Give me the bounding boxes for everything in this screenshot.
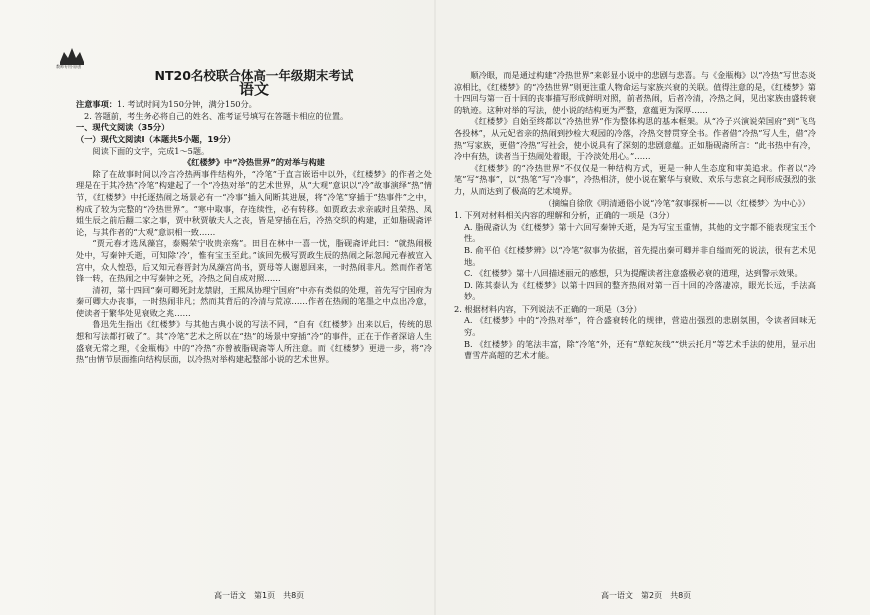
article-paragraph: 顺冷眼，而是通过构建“冷热世界”来彰显小说中的悲剧与悲喜。与《金瓶梅》以“冷热”写世态炎凉相比，《红楼梦》的“冷热世界”则更注重人物命运与家族兴衰的关联。值得注意的是，《红楼梦》第十四回与第一百十回的丧事描写形成鲜明对照，前者热闹，后者冷清，冷热之间，见出家族由盛转衰的轨迹。这种对举的写法，使小说的结构更为严整，意蕴更为深厚……	[454, 70, 816, 115]
question-stem: 2. 根据材料内容，下列说法不正确的一项是（3分）	[454, 303, 642, 314]
page-footer-right: 高一语文 第2页 共8页	[601, 591, 692, 600]
question-option: A. 脂砚斋认为《红楼梦》第十六回写秦钟夭逝，是为写宝玉重情，其他的文字都不能表现宝玉个性。	[464, 221, 816, 244]
section-title: 一、现代文阅读（35分）	[76, 122, 170, 133]
right-column	[454, 70, 816, 362]
exam-title: NT20名校联合体高一年级期末考试	[154, 68, 354, 83]
article-paragraph: 除了在故事时间以冷言冷热两事件结构外，“冷笔”于直言嵌语中以外，《红楼梦》的作者之处理是在于其冷热“冷笔”构建起了一个“冷热对举”的艺术世界，从“大观”意识以“冷”故事演绎“热”情节，《红楼梦》中托逐热闹之场景必有一“冷事”插入间断其进展，将“冷笔”穿插于“热事件”之中，构成了较为完整的“冷热世界”。“寒中取事，存连续性，必有转移。如贾政去求亲戚时且荣热、凤姐生辰之前后翻二家之事，贾中秋贾敏夫人之丧，皆是穿插在后，冷热交织的构建，正如脂砚斋评论，与其作者的“大观”意识相一致……	[76, 168, 432, 237]
question-option: B. 《红楼梦》的笔法丰富，除“冷笔”外，还有“草蛇灰线”“烘云托月”等艺术手法的使用，显示出曹雪芹高超的艺术才能。	[464, 338, 816, 361]
question-option: A. 《红楼梦》中的“冷热对举”，符合盛衰转化的规律，营造出强烈的悲剧氛围，令读者回味无穷。	[464, 315, 816, 338]
note-item: 1. 考试时间为150分钟，满分150分。	[116, 99, 257, 110]
question-option: B. 俞平伯《红楼梦辨》以“冷笔”叙事为依据，首先提出秦可卿并非自缢而死的说法，很有艺术见地。	[464, 244, 816, 267]
article-paragraph: 《红楼梦》自始至终都以“冷热世界”作为整体构思的基本框架。从“冷子兴演说荣国府”到“飞鸟各投林”，从元妃省亲的热闹到抄检大观园的冷落，冷热交替贯穿全书。作者借“冷热”写人生，借“冷热”写家族，更借“冷热”写社会，使小说具有了深刻的悲剧意蕴。正如脂砚斋所言：“此书热中有冷，冷中有热，读者当于热闹处着眼，于冷淡处用心。”……	[454, 116, 816, 162]
article-paragraph: 《红楼梦》的“冷热世界”不仅仅是一种结构方式，更是一种人生态度和审美追求。作者以“冷笔”写“热事”，以“热笔”写“冷事”，冷热相济，使小说在繁华与衰败、欢乐与悲哀之间形成强烈的张力，从而达到了极高的艺术境界。	[454, 162, 816, 196]
question-option: D. 陈其泰认为《红楼梦》以第十四回的整齐热闹对第一百十回的冷落凄凉，眼光长远，手法高妙。	[464, 279, 816, 302]
left-column	[76, 62, 432, 366]
subject-title: 语文	[238, 79, 269, 98]
logo-caption: 教师专用·原创	[56, 64, 82, 69]
article-title: 《红楼梦》中“冷热世界”的对举与构建	[183, 157, 325, 168]
question-stem: 1. 下列对材料相关内容的理解和分析，正确的一项是（3分）	[454, 210, 675, 221]
notes-label: 注意事项：1. 考试时间为150分钟，满分150分。	[76, 99, 257, 110]
reading-instruction: 阅读下面的文字，完成1～5题。	[92, 145, 210, 156]
article-paragraph: 鲁迅先生指出《红楼梦》与其他古典小说的写法不同，“自有《红楼梦》出来以后，传统的思想和写法都打破了”。其“冷笔”艺术之所以在“热”的场景中穿插“冷”的事件，正在于作者深谙人生盛衰无常之理，《金瓶梅》中的“冷热”亦曾被脂砚斋等人所注意。而《红楼梦》更进一步，将“冷热”由情节层面推向结构层面，以冷热对举构建起整部小说的艺术世界。	[76, 319, 432, 365]
question-option: C. 《红楼梦》第十八回描述丽元的感想，只为提醒读者注意盛极必衰的道理，达到警示效果。	[464, 268, 803, 279]
article-paragraph: “贾元春才选凤藻宫，泰赐荣宁收贵亲殇”。田目在林中一喜一忧，脂砚斋评此曰：“就热闹极处中，写秦钟夭逝，可知除‘冷’，惟有宝玉至此。”该回先极写贾政生辰的热闹之际忽闻元春被宣入宫中，众人惶恐，后又知元春晋封为凤藻宫尚书，贾母等人谢恩回来，一时热闹非凡。然而作者笔锋一转，在热闹之中写秦钟之死，冷热之间自成对照……	[76, 238, 432, 284]
article-paragraph: 清初，第十四回“秦可卿死封龙禁尉，王熙凤协理宁国府”中亦有类似的处理，首先写宁国府为秦可卿大办丧事，一时热闹非凡；然而其背后的冷清与荒凉……作者在热闹的笔墨之中点出冷意，使读者于繁华处见衰败之兆……	[76, 284, 432, 318]
part-title: （一）现代文阅读Ⅰ（本题共5小题，19分）	[76, 133, 236, 144]
article-source: （摘编自徐欣《明清通俗小说“冷笔”叙事探析——以〈红楼梦〉为中心》）	[543, 197, 810, 208]
note-item: 2. 答题前，考生务必将自己的姓名、准考证号填写在答题卡相应的位置。	[84, 110, 349, 121]
page-fold	[434, 0, 436, 615]
page-footer-left: 高一语文 第1页 共8页	[214, 591, 305, 600]
